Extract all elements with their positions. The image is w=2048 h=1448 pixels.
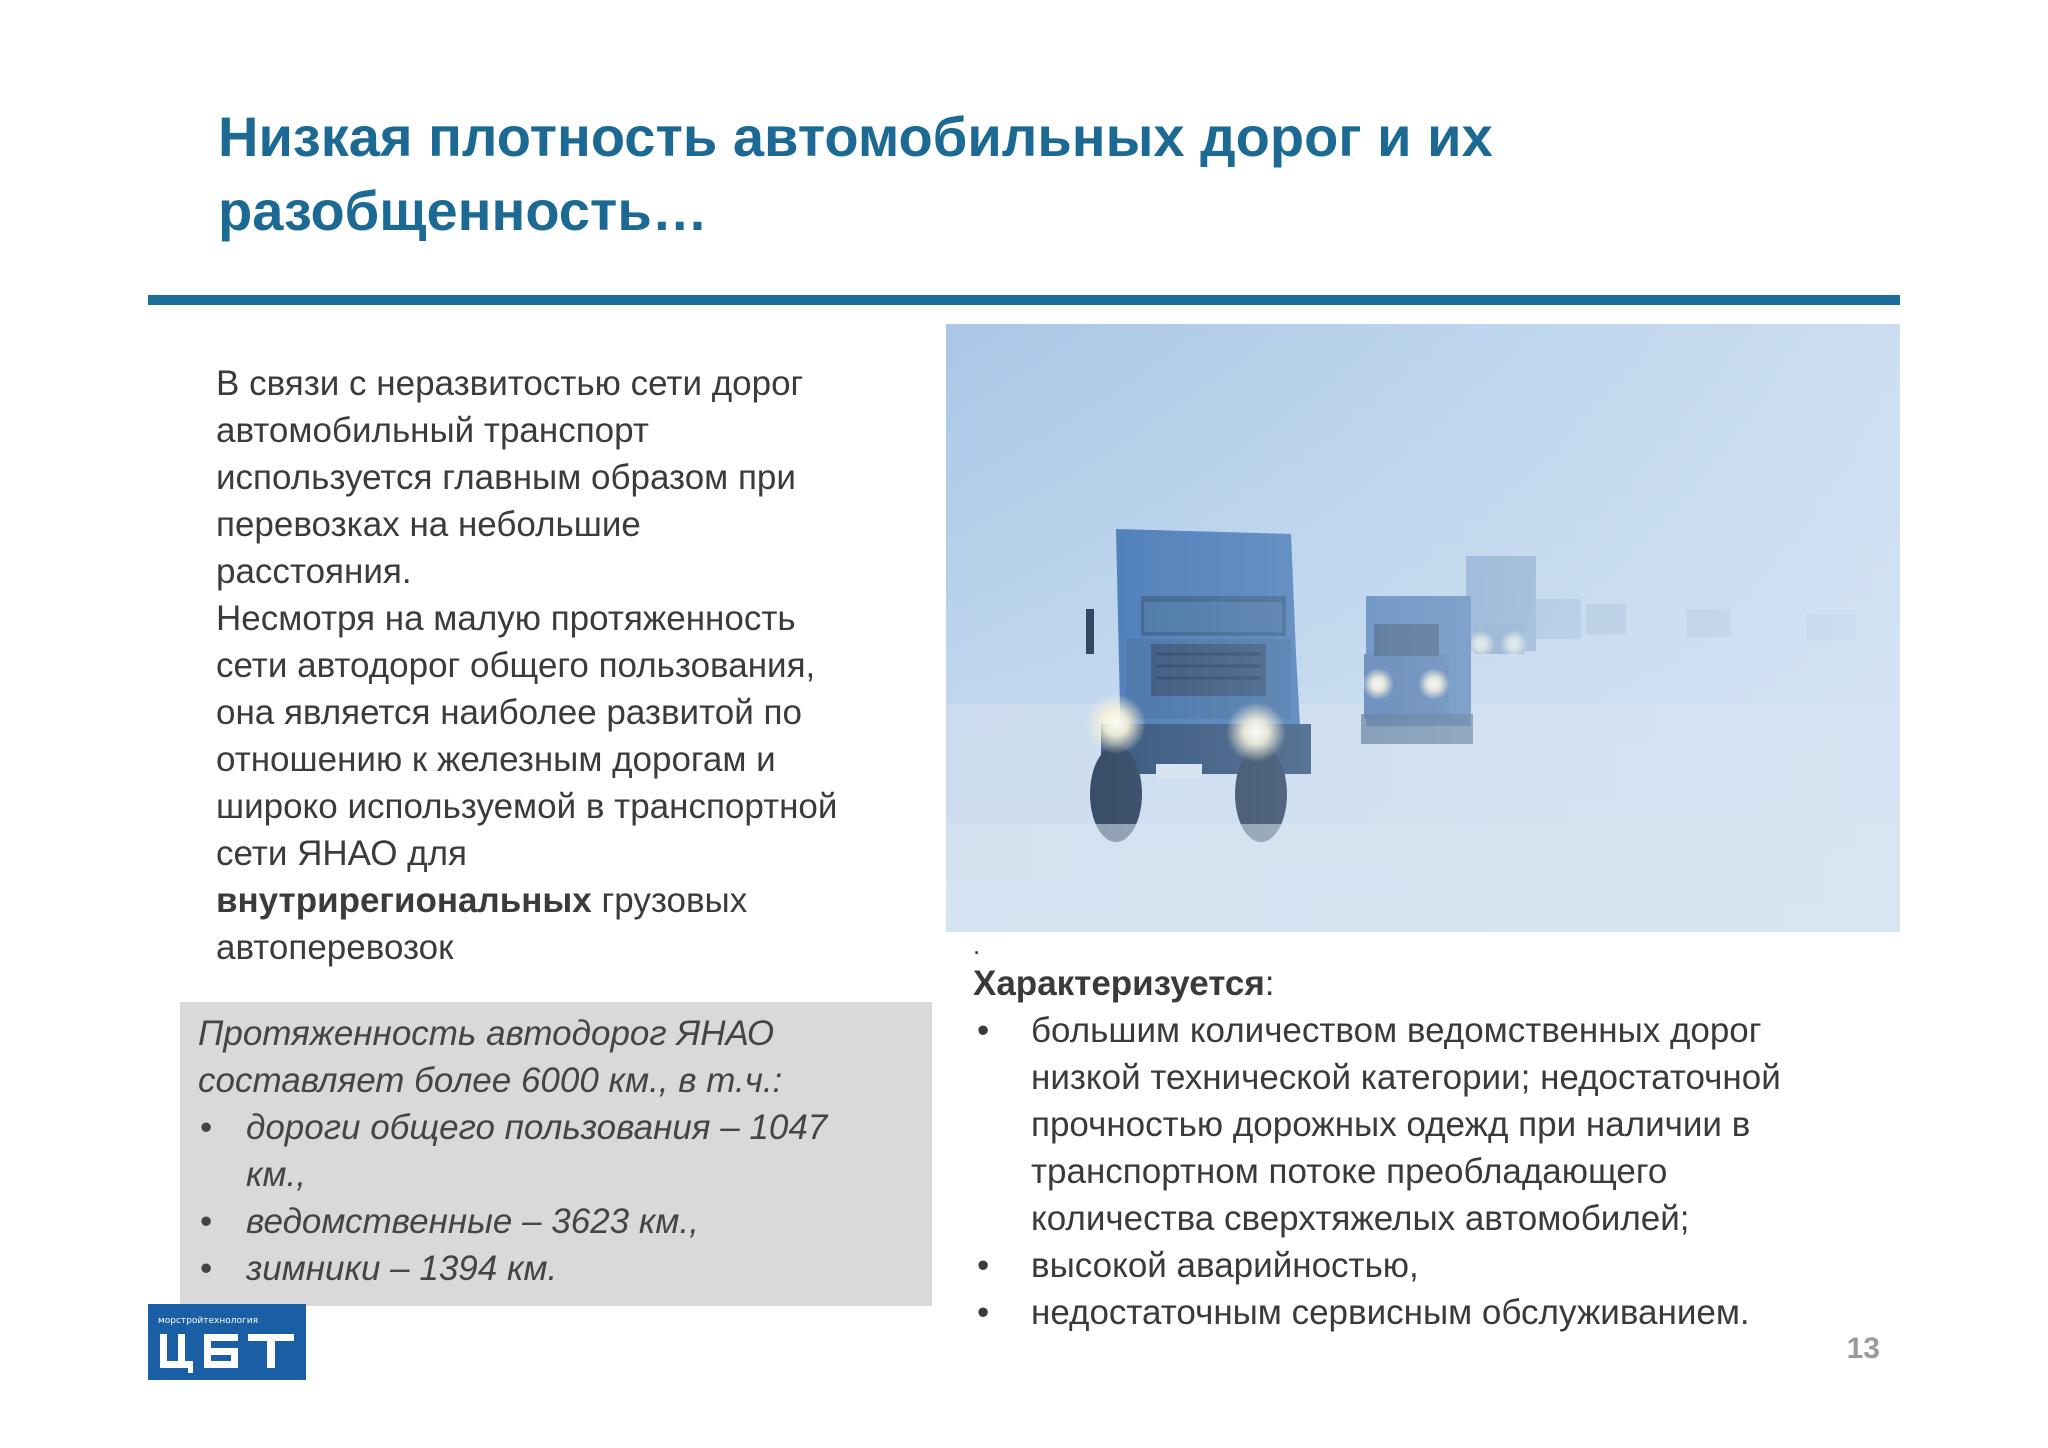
title-divider	[148, 295, 1900, 305]
intro-line: расстояния.	[216, 552, 412, 591]
company-logo	[148, 1304, 306, 1380]
page-number: 13	[1846, 1332, 1880, 1365]
characteristics-text: недостаточным сервисным обслуживанием.	[1031, 1293, 1750, 1332]
lengths-item-text: зимники – 1394 км.	[246, 1249, 558, 1288]
characteristics-text: количества сверхтяжелых автомобилей;	[1031, 1199, 1690, 1238]
intro-line: автомобильный транспорт	[216, 411, 649, 450]
bullet-icon: •	[977, 1011, 990, 1050]
snowstorm-trucks-photo	[946, 324, 1900, 932]
logo-small-text: морстройтехнология	[158, 1316, 259, 1326]
intro-line: сети ЯНАО для	[216, 834, 467, 873]
lengths-item-text-cont: км.,	[246, 1155, 306, 1194]
bullet-icon: •	[977, 1293, 990, 1332]
slide-title-line-2: разобщенность…	[218, 179, 708, 242]
characteristics-text: транспортном потоке преобладающего	[1031, 1152, 1668, 1191]
bullet-icon: •	[200, 1249, 213, 1288]
lengths-list-item	[198, 1104, 918, 1198]
intro-line: используется главным образом при	[216, 458, 796, 497]
intro-line: В связи с неразвитостью сети дорог	[216, 364, 804, 403]
characteristics-text: высокой аварийностью,	[1031, 1246, 1419, 1285]
intro-line: автоперевозок	[216, 928, 454, 967]
lengths-line-2: составляет более 6000 км., в т.ч.:	[198, 1061, 783, 1100]
lengths-list-item	[198, 1198, 918, 1245]
lengths-line-1: Протяженность автодорог ЯНАО	[198, 1014, 775, 1053]
intro-line-bold	[216, 877, 936, 924]
slide-title	[218, 100, 1718, 248]
characteristics-text: большим количеством ведомственных дорог	[1031, 1011, 1762, 1050]
road-lengths-box	[180, 1002, 932, 1306]
intro-paragraph	[216, 360, 936, 971]
logo-letters-icon	[148, 1304, 306, 1380]
characteristics-heading-colon: :	[1264, 964, 1275, 1003]
intro-line: Несмотря на малую протяженность	[216, 599, 796, 638]
intro-bold-word: внутрирегиональных	[216, 881, 592, 920]
intro-line: она является наиболее развитой по	[216, 693, 802, 732]
characteristics-list-item	[973, 1242, 1893, 1289]
bullet-icon: •	[977, 1246, 990, 1285]
characteristics-heading-bold: Характеризуется	[973, 964, 1265, 1003]
intro-after-bold: грузовых	[591, 881, 748, 920]
stray-dot: .	[973, 930, 981, 960]
intro-line: сети автодорог общего пользования,	[216, 646, 816, 685]
slide-title-line-1: Низкая плотность автомобильных дорог и их	[218, 105, 1493, 168]
intro-line: отношению к железным дорогам и	[216, 740, 776, 779]
characteristics-text: низкой технической категории; недостаточной	[1031, 1058, 1781, 1097]
intro-line: широко используемой в транспортной	[216, 787, 838, 826]
bullet-icon: •	[200, 1108, 213, 1147]
characteristics-list-item	[973, 1007, 1893, 1242]
characteristics-section	[973, 930, 1893, 1336]
characteristics-heading	[973, 960, 1893, 1007]
lengths-item-text: ведомственные – 3623 км.,	[246, 1202, 699, 1241]
characteristics-list-item	[973, 1289, 1893, 1336]
intro-line: перевозках на небольшие	[216, 505, 641, 544]
lengths-list-item	[198, 1245, 918, 1292]
bullet-icon: •	[200, 1202, 213, 1241]
lengths-item-text: дороги общего пользования – 1047	[246, 1108, 828, 1147]
characteristics-text: прочностью дорожных одежд при наличии в	[1031, 1105, 1751, 1144]
